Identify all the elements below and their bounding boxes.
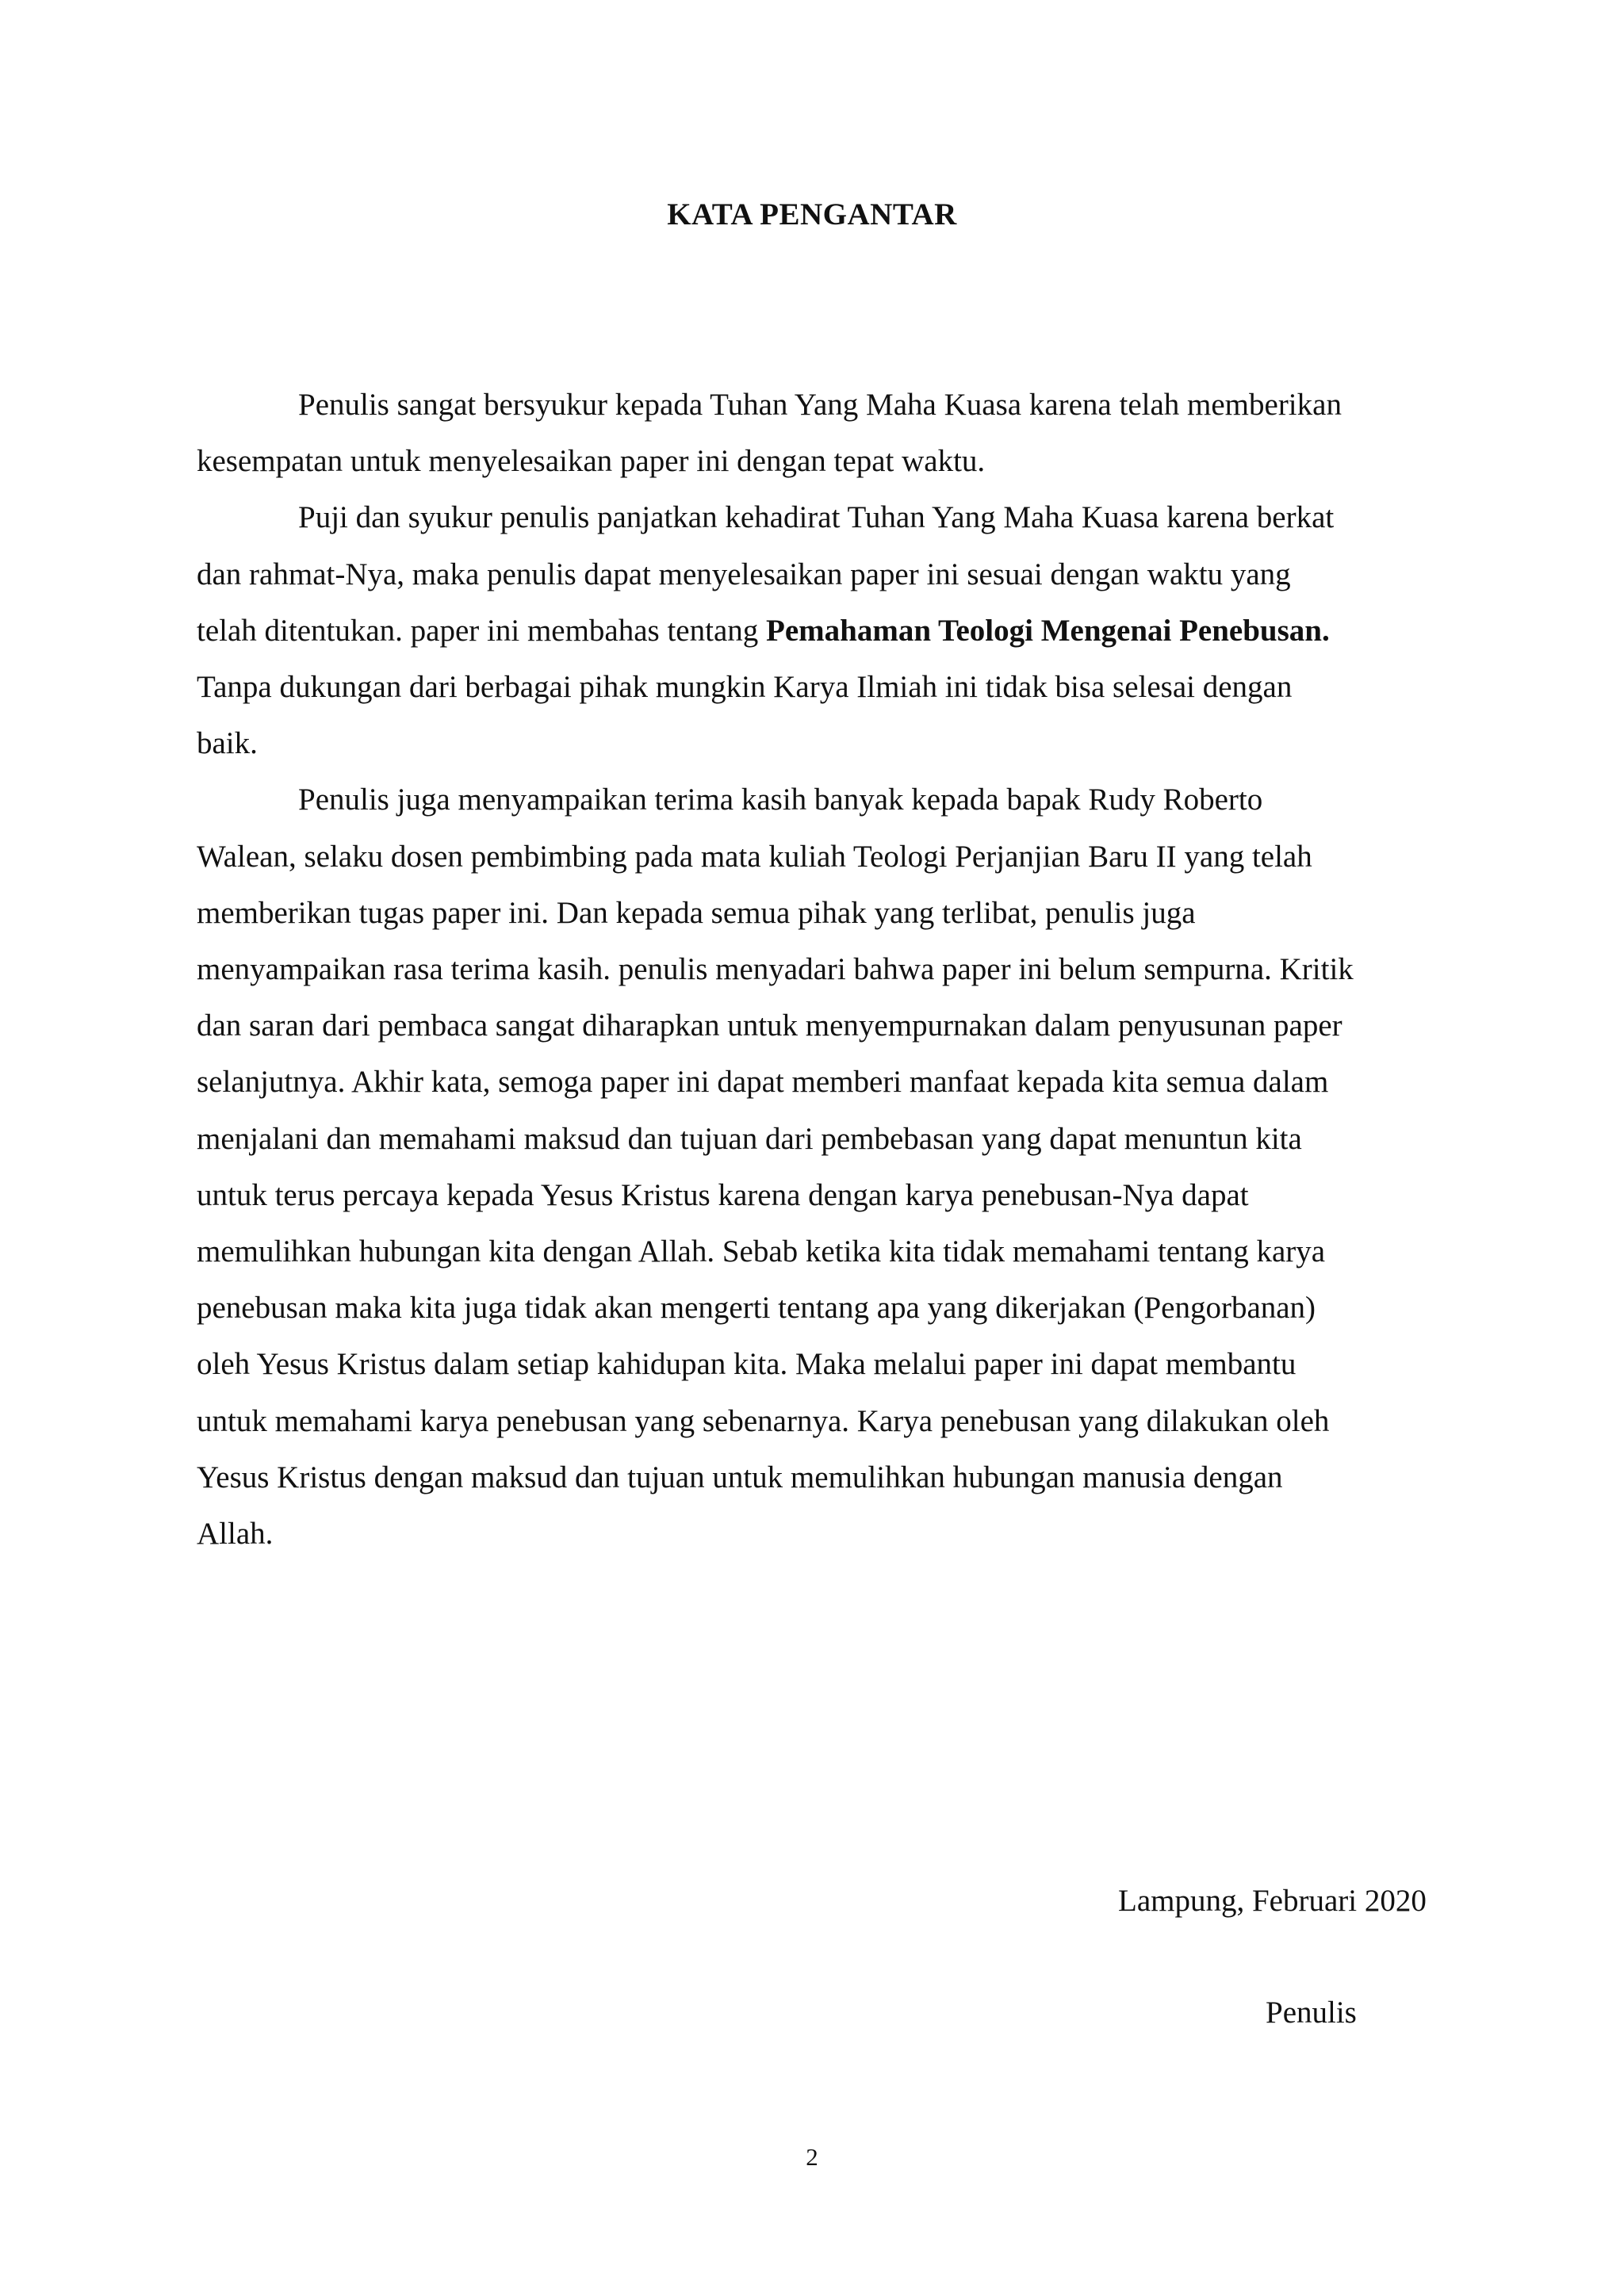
paragraph-line: baik. (197, 726, 258, 761)
paragraph-line: Penulis sangat bersyukur kepada Tuhan Yang Maha Kuasa karena telah memberikan (298, 388, 1342, 422)
paragraph-line: Allah. (197, 1517, 274, 1552)
paragraph-line: Walean, selaku dosen pembimbing pada mata kuliah Teologi Perjanjian Baru II yang telah (197, 839, 1312, 874)
paragraph-line: menjalani dan memahami maksud dan tujuan dari pembebasan yang dapat menuntun kita (197, 1121, 1302, 1156)
paragraph-line: Puji dan syukur penulis panjatkan kehadirat Tuhan Yang Maha Kuasa karena berkat (298, 500, 1335, 535)
place-date: Lampung, Februari 2020 (1118, 1884, 1427, 1918)
paragraph-2 (197, 489, 1450, 771)
paragraph-3 (197, 771, 1450, 1562)
paragraph-1 (197, 377, 1450, 489)
paragraph-line: Tanpa dukungan dari berbagai pihak mungkin Karya Ilmiah ini tidak bisa selesai dengan (197, 670, 1293, 705)
paragraph-line: memulihkan hubungan kita dengan Allah. Sebab ketika kita tidak memahami tentang karya (197, 1234, 1326, 1269)
page-number: 2 (806, 2143, 818, 2171)
paragraph-line-with-bold (197, 603, 1450, 659)
paragraph-line: penebusan maka kita juga tidak akan mengerti tentang apa yang dikerjakan (Pengorbanan) (197, 1291, 1316, 1326)
page-title: KATA PENGANTAR (667, 197, 957, 232)
bold-topic-phrase: Pemahaman Teologi Mengenai Penebusan. (766, 613, 1330, 648)
paragraph-line: dan saran dari pembaca sangat diharapkan untuk menyempurnakan dalam penyusunan paper (197, 1008, 1342, 1043)
paragraph-line: Penulis juga menyampaikan terima kasih banyak kepada bapak Rudy Roberto (298, 783, 1263, 817)
body-text (197, 377, 1450, 1562)
signature: Penulis (1266, 1996, 1357, 2030)
paragraph-line: menyampaikan rasa terima kasih. penulis menyadari bahwa paper ini belum sempurna. Kritik (197, 952, 1354, 987)
paragraph-line: untuk terus percaya kepada Yesus Kristus karena dengan karya penebusan-Nya dapat (197, 1177, 1249, 1212)
paragraph-line: selanjutnya. Akhir kata, semoga paper ini dapat memberi manfaat kepada kita semua dalam (197, 1065, 1329, 1100)
paragraph-line: untuk memahami karya penebusan yang sebenarnya. Karya penebusan yang dilakukan oleh (197, 1403, 1330, 1438)
paragraph-text: telah ditentukan. paper ini membahas tentang (197, 613, 767, 648)
paragraph-line: oleh Yesus Kristus dalam setiap kahidupan kita. Maka melalui paper ini dapat membantu (197, 1347, 1297, 1382)
paragraph-line: Yesus Kristus dengan maksud dan tujuan untuk memulihkan hubungan manusia dengan (197, 1460, 1283, 1494)
paragraph-line: kesempatan untuk menyelesaikan paper ini dengan tepat waktu. (197, 444, 986, 479)
paragraph-line: memberikan tugas paper ini. Dan kepada semua pihak yang terlibat, penulis juga (197, 895, 1196, 930)
paragraph-line: dan rahmat-Nya, maka penulis dapat menyelesaikan paper ini sesuai dengan waktu yang (197, 557, 1291, 591)
